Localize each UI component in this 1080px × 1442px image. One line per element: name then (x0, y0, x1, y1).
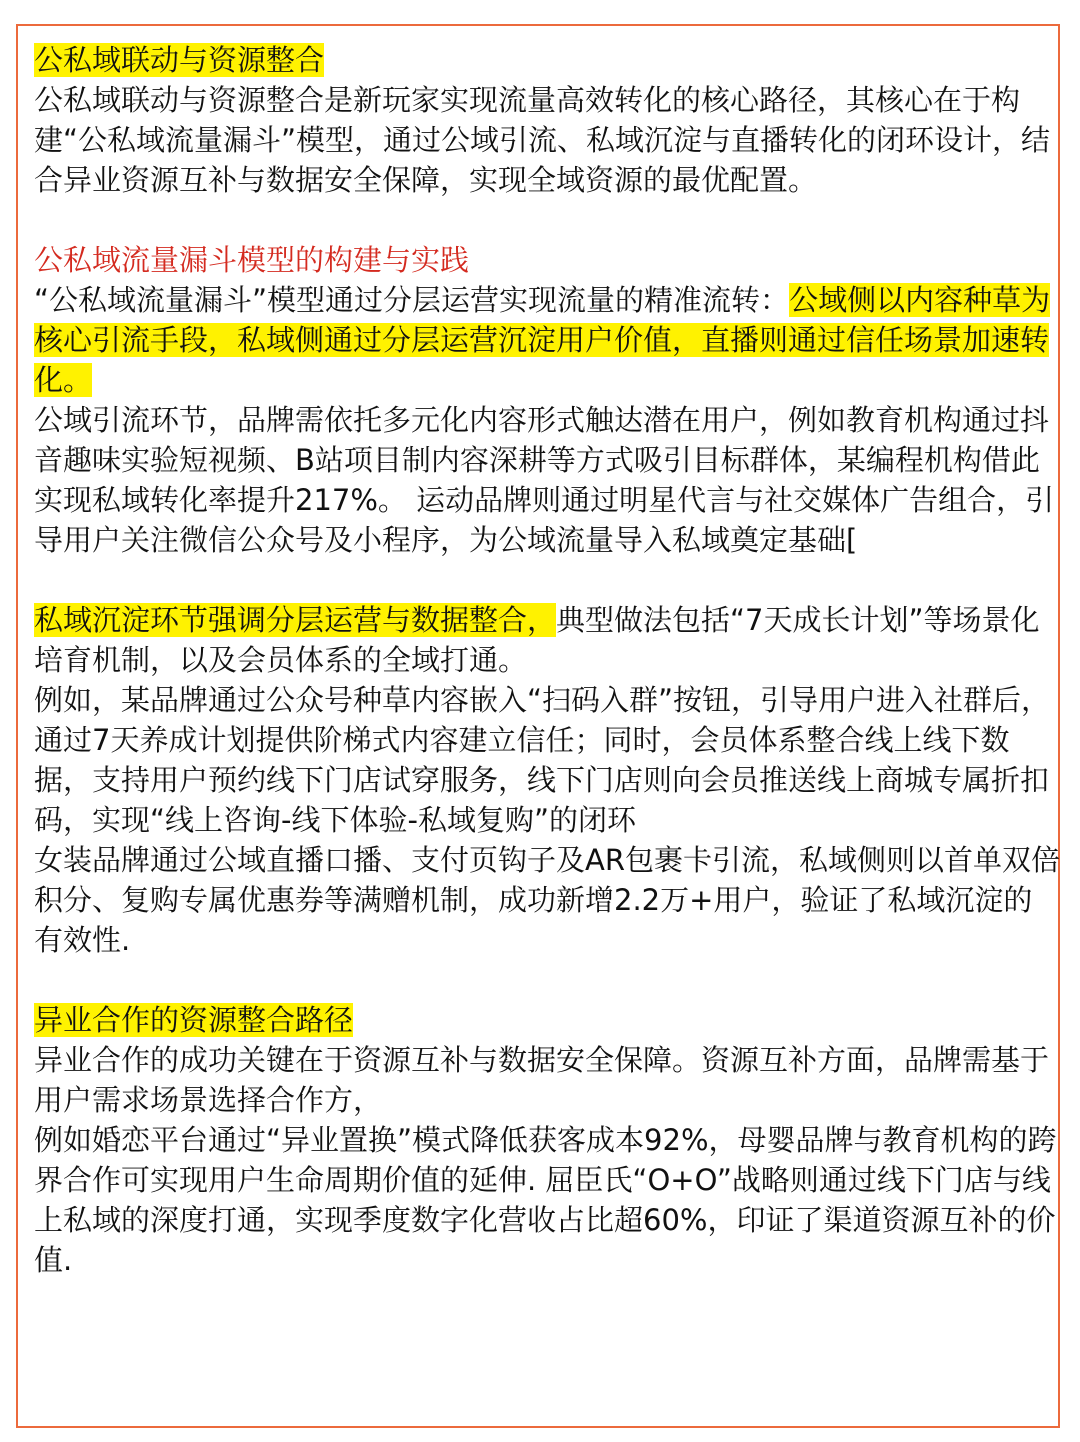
section-1-body: 公私域联动与资源整合是新玩家实现流量高效转化的核心路径，其核心在于构建“公私域流量漏斗”模型，通过公域引流、私域沉淀与直播转化的闭环设计，结合异业资源互补与数据安全保障，实现全域资源的最优配置。 (34, 83, 1051, 197)
section-1-title (34, 40, 1060, 80)
spacer (34, 200, 1060, 240)
section-4-paragraph-1: 异业合作的成功关键在于资源互补与数据安全保障。资源互补方面，品牌需基于用户需求场景选择合作方， (34, 1043, 1050, 1117)
section-2-title: 公私域流量漏斗模型的构建与实践 (34, 243, 470, 277)
section-3-paragraph-2: 女装品牌通过公域直播口播、支付页钩子及AR包裹卡引流，私域侧则以首单双倍积分、复购专属优惠券等满赠机制，成功新增2.2万+用户，验证了私域沉淀的有效性. (34, 843, 1060, 957)
section-4-title (34, 1000, 1060, 1040)
spacer (34, 960, 1060, 1000)
section-2-intro (34, 280, 1060, 400)
section-4-title-text: 异业合作的资源整合路径 (34, 1003, 354, 1037)
section-2-intro-plain: “公私域流量漏斗”模型通过分层运营实现流量的精准流转： (34, 283, 790, 317)
spacer (34, 560, 1060, 600)
section-3-lead-plain: 典型做法包括“7天成长计划”等场景化培育机制，以及会员体系的全域打通。 (34, 603, 1040, 677)
article (34, 40, 1060, 1280)
section-3-paragraph-1: 例如，某品牌通过公众号种草内容嵌入“扫码入群”按钮，引导用户进入社群后，通过7天养成计划提供阶梯式内容建立信任；同时，会员体系整合线上线下数据，支持用户预约线下门店试穿服务，线下门店则向会员推送线上商城专属折扣码，实现“线上咨询-线下体验-私域复购”的闭环 (34, 683, 1051, 837)
section-3-lead-highlight: 私域沉淀环节强调分层运营与数据整合， (34, 603, 557, 637)
section-2-intro-highlight: 公域侧以内容种草为核心引流手段，私域侧通过分层运营沉淀用户价值，直播则通过信任场景加速转化。 (34, 283, 1051, 397)
section-4-paragraph-2: 例如婚恋平台通过“异业置换”模式降低获客成本92%，母婴品牌与教育机构的跨界合作可实现用户生命周期价值的延伸. 屈臣氏“O+O”战略则通过线下门店与线上私域的深度打通，实现季度数字化营收占比超60%，印证了渠道资源互补的价值. (34, 1123, 1057, 1277)
section-3-lead (34, 600, 1060, 680)
section-1-title-text: 公私域联动与资源整合 (34, 43, 325, 77)
section-2-body: 公域引流环节，品牌需依托多元化内容形式触达潜在用户，例如教育机构通过抖音趣味实验短视频、B站项目制内容深耕等方式吸引目标群体，某编程机构借此实现私域转化率提升217%。 运动品牌则通过明星代言与社交媒体广告组合，引导用户关注微信公众号及小程序，为公域流量导入私域奠定基础[ (34, 403, 1055, 557)
